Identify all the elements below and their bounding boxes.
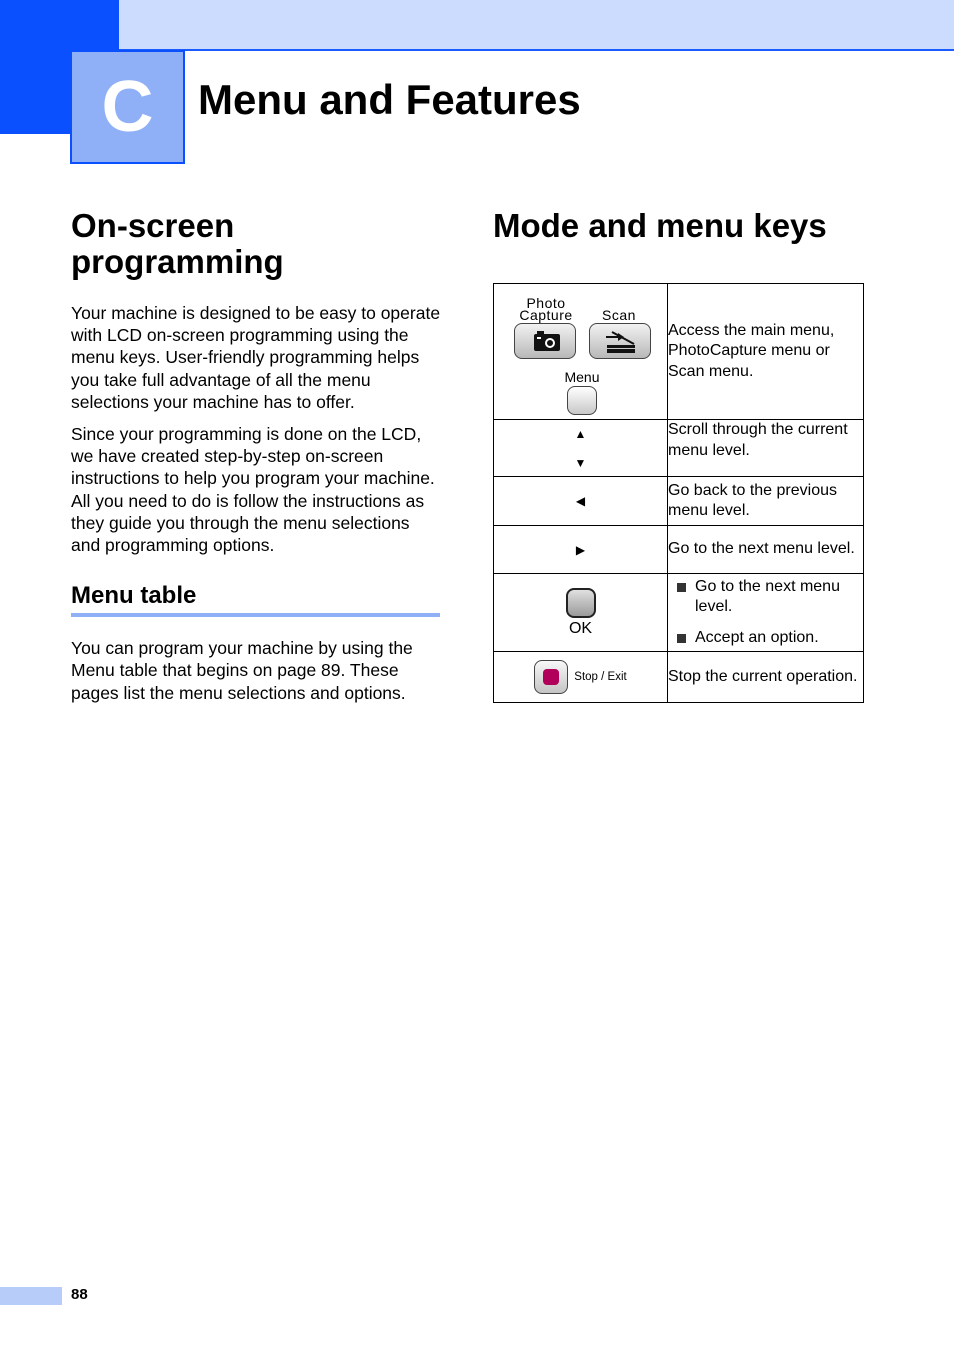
header-band xyxy=(0,0,954,51)
menu-button[interactable] xyxy=(567,386,597,415)
description-cell: Go back to the previous menu level. xyxy=(668,477,864,526)
description-cell: Access the main menu, PhotoCapture menu or Scan menu. xyxy=(668,284,864,420)
key-cell xyxy=(494,526,668,574)
key-cell xyxy=(494,284,668,420)
keys-table xyxy=(493,283,864,703)
chapter-letter-box xyxy=(70,50,185,164)
ok-button[interactable] xyxy=(566,588,596,618)
chapter-title: Menu and Features xyxy=(198,76,581,123)
camera-icon xyxy=(515,324,575,358)
description-cell xyxy=(668,574,864,652)
scan-label: Scan xyxy=(602,306,636,323)
section-heading-onscreen: On-screen programming xyxy=(71,207,284,280)
bullet-list xyxy=(668,577,863,649)
table-row xyxy=(494,420,864,477)
stop-exit-button[interactable] xyxy=(534,660,568,694)
left-column xyxy=(71,208,441,704)
label-line: Photo xyxy=(526,294,566,311)
table-row xyxy=(494,652,864,703)
page-number: 88 xyxy=(71,1286,88,1303)
key-cell xyxy=(494,420,668,477)
footer-bar xyxy=(0,1287,62,1305)
mode-keys-illustration xyxy=(494,285,667,419)
description-cell: Scroll through the current menu level. xyxy=(668,420,864,477)
description-cell: Go to the next menu level. xyxy=(668,526,864,574)
list-item: Accept an option. xyxy=(668,628,863,649)
table-row xyxy=(494,574,864,652)
ok-label: OK xyxy=(568,619,593,637)
left-arrow-icon[interactable]: ◀ xyxy=(575,494,586,508)
label-line: Capture xyxy=(519,306,573,323)
subheading-menu-table: Menu table xyxy=(71,582,440,617)
paragraph: Your machine is designed to be easy to operate with LCD on-screen programming using the menu keys. User-friendly programming helps you take full advantage of all the menu selections your machine has to offer. xyxy=(71,303,441,412)
key-cell xyxy=(494,477,668,526)
paragraph: You can program your machine by using the Menu table that begins on page 89. These pages list the menu selections and options. xyxy=(71,638,413,703)
scan-button[interactable] xyxy=(589,323,651,359)
key-cell xyxy=(494,652,668,703)
key-cell xyxy=(494,574,668,652)
paragraph: Since your programming is done on the LCD, we have created step-by-step on-screen instructions to help you program your machine. All you need to do is follow the instructions as they guide you through the menu selections and programming options. xyxy=(71,424,435,556)
right-arrow-icon[interactable]: ▶ xyxy=(575,542,586,557)
table-row xyxy=(494,526,864,574)
section-heading-mode-keys: Mode and menu keys xyxy=(493,207,827,244)
photo-capture-label xyxy=(512,294,580,323)
up-arrow-icon[interactable]: ▲ xyxy=(574,426,587,441)
photo-capture-button[interactable] xyxy=(514,323,576,359)
stop-icon xyxy=(543,669,559,685)
table-row xyxy=(494,477,864,526)
stop-exit-label: Stop / Exit xyxy=(574,671,627,683)
table-row xyxy=(494,284,864,420)
menu-label: Menu xyxy=(564,368,600,385)
chapter-letter: C xyxy=(101,67,154,147)
stop-exit-key xyxy=(494,660,667,694)
down-arrow-icon[interactable]: ▼ xyxy=(574,455,587,470)
description-cell: Stop the current operation. xyxy=(668,652,864,703)
list-item: Go to the next menu level. xyxy=(668,577,863,618)
scanner-icon xyxy=(590,324,650,358)
